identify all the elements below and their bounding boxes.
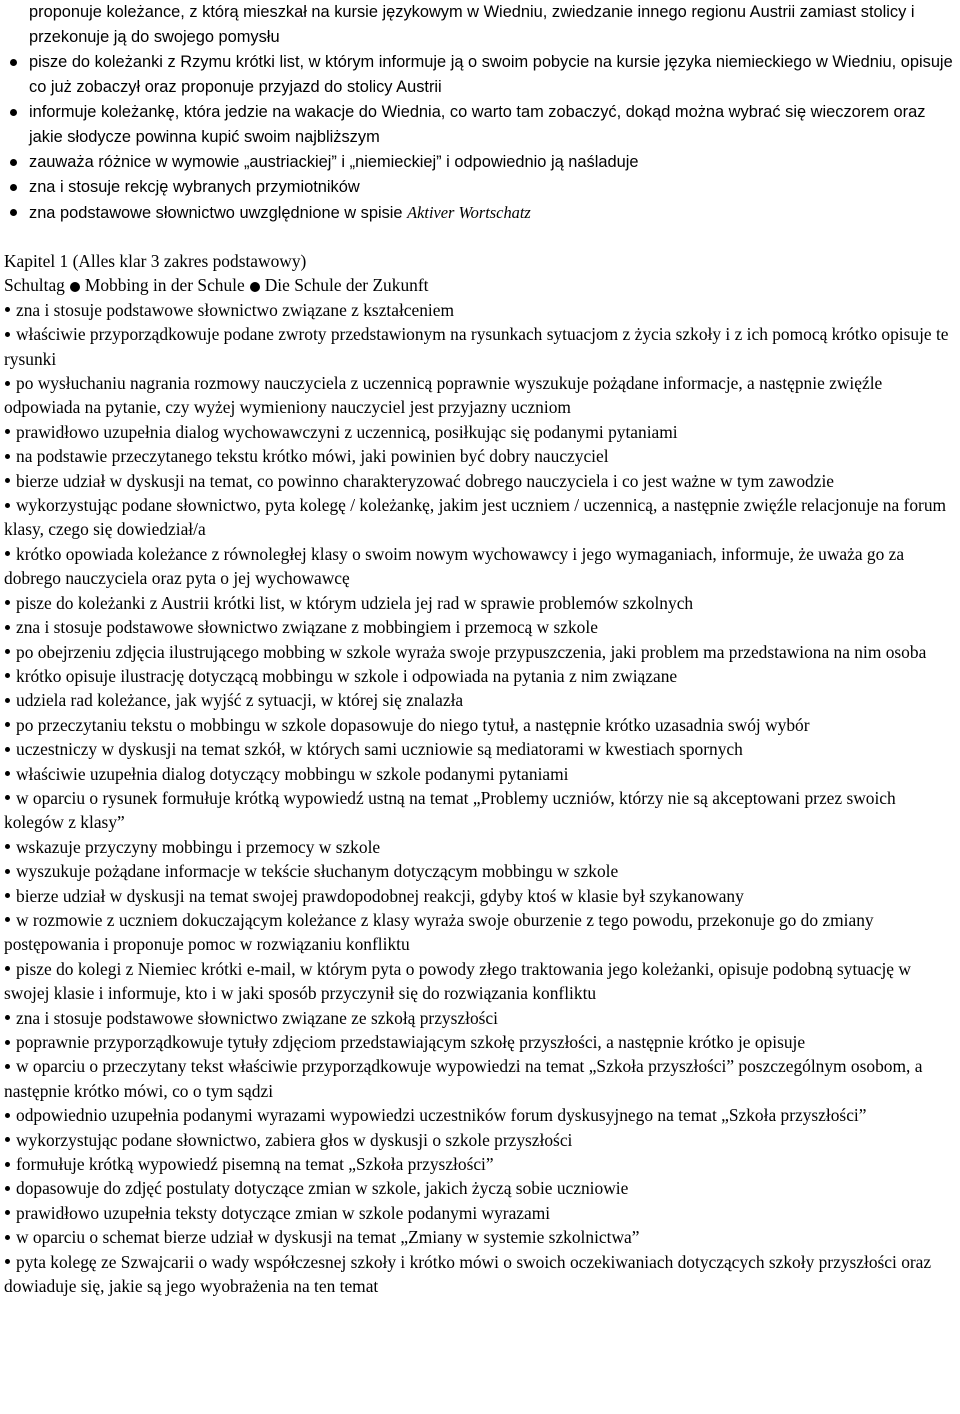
list-item: w rozmowie z uczniem dokuczającym koleżance z klasy wyraża swoje oburzenie z tego powodu, przekonuje go do zmiany postępowania i proponuje pomoc w rozwiązaniu konfliktu xyxy=(4,909,874,955)
list-item: zna i stosuje podstawowe słownictwo związane ze szkołą przyszłości xyxy=(4,1006,956,1030)
bullet-icon xyxy=(5,1137,10,1142)
list-item: udziela rad koleżance, jak wyjść z sytuacji, w której się znalazła xyxy=(4,688,956,712)
aktiver-wortschatz-title: Aktiver Wortschatz xyxy=(407,203,531,222)
list-item: po wysłuchaniu nagrania rozmowy nauczyciela z uczennicą poprawnie wyszukuje pożądane informacje, a następnie zwięźle odpowiada na pytanie, czy wyżej wymieniony nauczyciel jest przyjazny uczniom xyxy=(4,373,883,418)
list-item: wykorzystując podane słownictwo, pyta kolegę / koleżankę, jakim jest uczniem / uczennicą, a następnie zwięźle relacjonuje na forum klasy, czego się dowiedział/a xyxy=(4,495,947,540)
bullet-icon xyxy=(5,917,10,922)
list-item: uczestniczy w dyskusji na temat szkół, w których sami uczniowie są mediatorami w kwestiach spornych xyxy=(4,737,956,761)
list-item: prawidłowo uzupełnia teksty dotyczące zmian w szkole podanymi wyrazami xyxy=(4,1201,956,1225)
topic-label: Mobbing in der Schule xyxy=(84,275,245,296)
bullet-icon xyxy=(5,966,10,971)
list-item: krótko opowiada koleżance z równoległej klasy o swoim nowym wychowawcy i jego wymaganiach, informuje, że uważa go za dobrego nauczyciela oraz pyta o jej wychowawcę xyxy=(4,543,905,589)
bullet-icon xyxy=(5,869,10,874)
list-item: odpowiednio uzupełnia podanymi wyrazami wypowiedzi uczestników forum dyskusyjnego na temat „Szkoła przyszłości” xyxy=(4,1103,956,1127)
list-item: po przeczytaniu tekstu o mobbingu w szkole dopasowuje do niego tytuł, a następnie krótko uzasadnia swój wybór xyxy=(4,713,956,737)
chapter-heading: Kapitel 1 (Alles klar 3 zakres podstawowy) xyxy=(4,251,307,271)
list-item: właściwie przyporządkowuje podane zwroty przedstawionym na rysunkach sytuacjom z życia szkoły i z ich pomocą krótko opisuje te rysunki xyxy=(4,324,949,369)
bullet-icon xyxy=(5,1162,10,1167)
list-item: pisze do kolegi z Niemiec krótki e-mail, w którym pyta o powody złego traktowania jego koleżanki, opisuje podobną sytuację w swojej klasie i informuje, kto i w jaki sposób przyczynił się do rozwiązania konfliktu xyxy=(4,958,911,1004)
list-item: zauważa różnice w wymowie „austriackiej” i „niemieckiej” i odpowiednio ją naśladuje xyxy=(4,150,956,175)
list-item: pisze do koleżanki z Austrii krótki list, w którym udziela jej rad w sprawie problemów szkolnych xyxy=(4,591,956,615)
bullet-icon xyxy=(5,1186,10,1191)
list-item: wyszukuje pożądane informacje w tekście słuchanym dotyczącym mobbingu w szkole xyxy=(4,859,956,883)
list-item: poprawnie przyporządkowuje tytuły zdjęciom przedstawiającym szkołę przyszłości, a następnie krótko je opisuje xyxy=(4,1030,956,1054)
bullet-icon xyxy=(5,1040,10,1045)
list-item: właściwie uzupełnia dialog dotyczący mobbingu w szkole podanymi pytaniami xyxy=(4,762,956,786)
bullet-icon xyxy=(5,649,10,654)
list-item: proponuje koleżance, z którą mieszkał na kursie językowym w Wiedniu, zwiedzanie innego regionu Austrii zamiast stolicy i przekonuje ją do swojego pomysłu xyxy=(29,3,915,46)
list-item: bierze udział w dyskusji na temat, co powinno charakteryzować dobrego nauczyciela i co jest ważne w tym zawodzie xyxy=(4,469,956,493)
bullet-separator-icon xyxy=(70,282,80,292)
list-item: w oparciu o rysunek formułuje krótką wypowiedź ustną na temat „Problemy uczniów, którzy nie są akceptowani przez swoich kolegów z klasy” xyxy=(4,787,896,833)
topic-label: Schultag xyxy=(4,275,65,296)
list-item: po obejrzeniu zdjęcia ilustrującego mobbing w szkole wyraża swoje przypuszczenia, jaki problem ma przedstawiona na nim osoba xyxy=(4,640,956,664)
bullet-separator-icon xyxy=(250,282,260,292)
bullet-icon xyxy=(5,332,10,337)
list-item: w oparciu o schemat bierze udział w dyskusji na temat „Zmiany w systemie szkolnictwa” xyxy=(4,1225,956,1249)
bullet-icon xyxy=(5,795,10,800)
list-item: wskazuje przyczyny mobbingu i przemocy w szkole xyxy=(4,835,956,859)
bullet-icon xyxy=(5,893,10,898)
bullet-icon xyxy=(5,307,10,312)
bullet-icon xyxy=(5,673,10,678)
list-item: pisze do koleżanki z Rzymu krótki list, w którym informuje ją o swoim pobycie na kursie języka niemieckiego w Wiedniu, opisuje co już zobaczył oraz proponuje przyjazd do stolicy Austrii xyxy=(4,50,956,100)
list-item: prawidłowo uzupełnia dialog wychowawczyni z uczennicą, posiłkując się podanymi pytaniami xyxy=(4,420,956,444)
bullet-icon xyxy=(5,454,10,459)
bullet-icon xyxy=(5,747,10,752)
bullet-icon xyxy=(5,771,10,776)
bullet-icon xyxy=(5,1064,10,1069)
bullet-icon xyxy=(5,600,10,605)
bullet-icon xyxy=(5,429,10,434)
list-item: zna podstawowe słownictwo uwzględnione w spisie Aktiver Wortschatz xyxy=(4,200,956,226)
list-item: formułuje krótką wypowiedź pisemną na temat „Szkoła przyszłości” xyxy=(4,1152,956,1176)
bullet-icon xyxy=(5,1113,10,1118)
list-item: wykorzystując podane słownictwo, zabiera głos w dyskusji o szkole przyszłości xyxy=(4,1128,956,1152)
bullet-icon xyxy=(5,1015,10,1020)
bullet-icon xyxy=(5,551,10,556)
chapter-topics xyxy=(4,273,956,297)
chapter-section xyxy=(4,249,956,1298)
bullet-icon xyxy=(5,381,10,386)
bullet-icon xyxy=(5,1259,10,1264)
competency-list-chapter xyxy=(4,298,956,1299)
topic-label: Die Schule der Zukunft xyxy=(264,275,429,296)
list-item: zna i stosuje podstawowe słownictwo związane z mobbingiem i przemocą w szkole xyxy=(4,615,956,639)
list-item: informuje koleżankę, która jedzie na wakacje do Wiednia, co warto tam zobaczyć, dokąd można wybrać się wieczorem oraz jakie słodycze powinna kupić swoim najbliższym xyxy=(4,100,956,150)
bullet-icon xyxy=(5,503,10,508)
competency-list-top xyxy=(4,0,956,226)
bullet-icon xyxy=(5,625,10,630)
list-item: w oparciu o przeczytany tekst właściwie przyporządkowuje wypowiedzi na temat „Szkoła przyszłości” poszczególnym osobom, a następnie krótko mówi, co o tym sądzi xyxy=(4,1056,923,1101)
list-item: bierze udział w dyskusji na temat swojej prawdopodobnej reakcji, gdyby ktoś w klasie był szykanowany xyxy=(4,884,956,908)
list-item: zna i stosuje rekcję wybranych przymiotników xyxy=(4,175,956,200)
list-item: zna i stosuje podstawowe słownictwo związane z kształceniem xyxy=(4,298,956,322)
bullet-icon xyxy=(5,1235,10,1240)
bullet-icon xyxy=(5,478,10,483)
list-item: krótko opisuje ilustrację dotyczącą mobbingu w szkole i odpowiada na pytania z nim związane xyxy=(4,664,956,688)
bullet-icon xyxy=(5,1210,10,1215)
bullet-icon xyxy=(5,722,10,727)
list-item: pyta kolegę ze Szwajcarii o wady współczesnej szkoły i krótko mówi o swoich oczekiwaniach dotyczących szkoły przyszłości oraz dowiaduje się, jakie są jego wyobrażenia na ten temat xyxy=(4,1251,932,1297)
list-item: dopasowuje do zdjęć postulaty dotyczące zmian w szkole, jakich życzą sobie uczniowie xyxy=(4,1176,956,1200)
list-item: na podstawie przeczytanego tekstu krótko mówi, jaki powinien być dobry nauczyciel xyxy=(4,444,956,468)
bullet-icon xyxy=(5,844,10,849)
bullet-icon xyxy=(5,698,10,703)
